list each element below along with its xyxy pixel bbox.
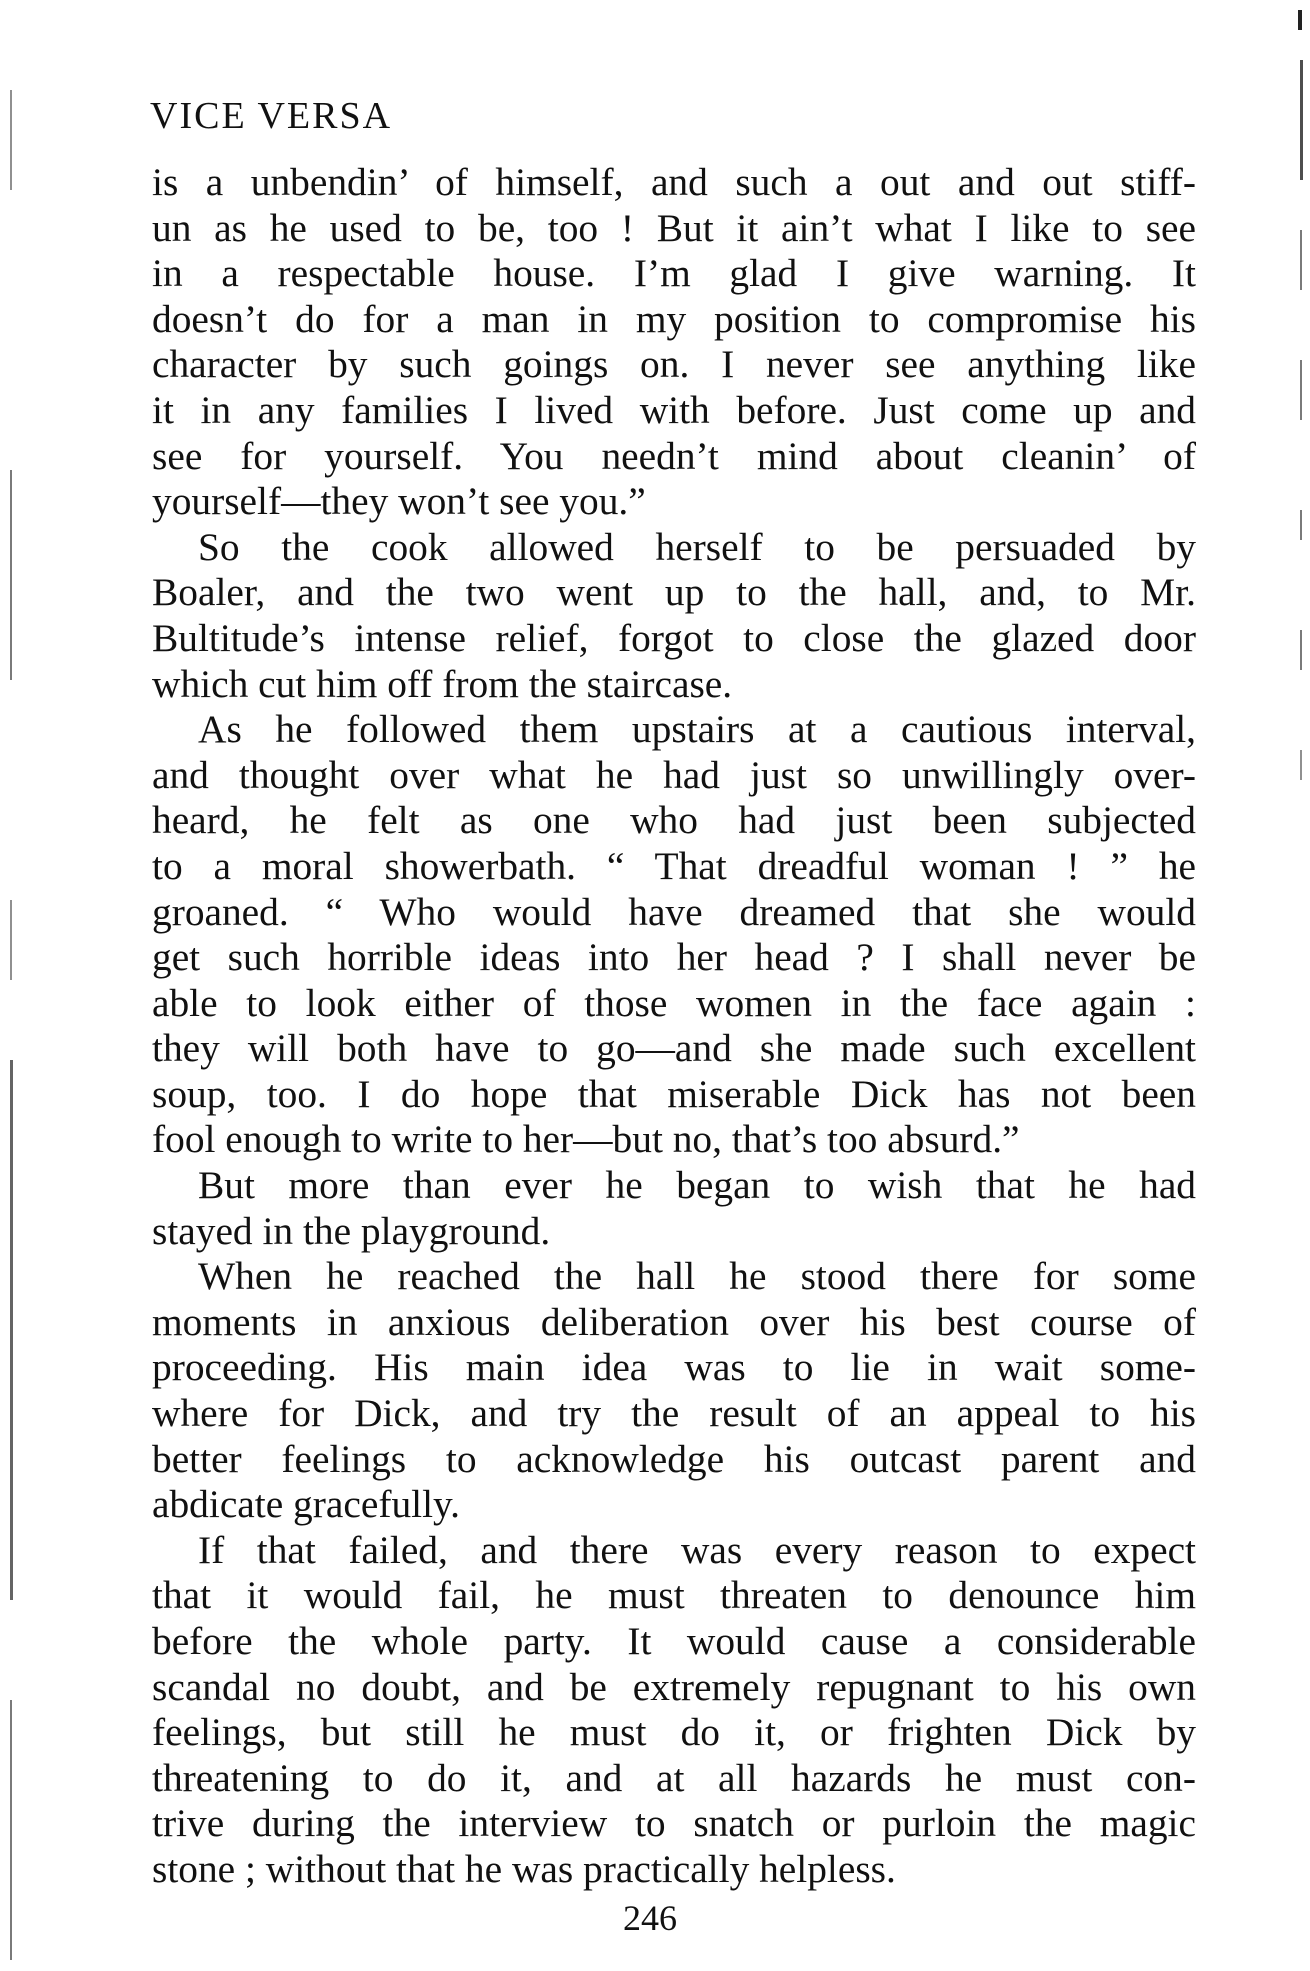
text-line: proceeding. His main idea was to lie in wait some- bbox=[152, 1345, 1196, 1390]
text-line: better feelings to acknowledge his outcast parent and bbox=[152, 1436, 1196, 1481]
text-line: soup, too. I do hope that miserable Dick has not been bbox=[152, 1071, 1196, 1116]
text-line: stayed in the playground. bbox=[152, 1208, 551, 1253]
text-line: and thought over what he had just so unwillingly over- bbox=[152, 752, 1196, 797]
text-line: they will both have to go—and she made such excellent bbox=[152, 1026, 1196, 1071]
running-head: VICE VERSA bbox=[150, 95, 393, 137]
text-line: Bultitude’s intense relief, forgot to close the glazed door bbox=[152, 615, 1196, 660]
text-line: But more than ever he began to wish that he had bbox=[198, 1163, 1196, 1208]
text-line: before the whole party. It would cause a considerable bbox=[152, 1619, 1196, 1663]
text-line: feelings, but still he must do it, or frighten Dick by bbox=[152, 1710, 1196, 1755]
left-edge-mark bbox=[10, 900, 12, 980]
left-edge-mark bbox=[10, 90, 12, 190]
text-line: scandal no doubt, and be extremely repugnant to his own bbox=[152, 1664, 1196, 1709]
text-line: to a moral showerbath. “ That dreadful woman ! ” he bbox=[152, 843, 1196, 888]
text-line: which cut him off from the staircase. bbox=[152, 661, 733, 706]
right-edge-mark bbox=[1300, 60, 1303, 180]
text-line: yourself—they won’t see you.” bbox=[152, 479, 646, 524]
text-line: it in any families I lived with before. Just come up and bbox=[152, 387, 1196, 432]
text-line: character by such goings on. I never see anything like bbox=[152, 342, 1196, 387]
right-edge-mark bbox=[1300, 630, 1302, 670]
right-edge-mark bbox=[1300, 230, 1302, 290]
text-line: heard, he felt as one who had just been subjected bbox=[152, 798, 1196, 843]
text-line: fool enough to write to her—but no, that’s too absurd.” bbox=[152, 1117, 1020, 1162]
text-line: moments in anxious deliberation over his best course of bbox=[152, 1299, 1196, 1344]
text-line: abdicate gracefully. bbox=[152, 1482, 461, 1527]
text-line: trive during the interview to snatch or purloin the magic bbox=[152, 1801, 1196, 1846]
text-line: un as he used to be, too ! But it ain’t what I like to see bbox=[152, 205, 1196, 250]
text-line: see for yourself. You needn’t mind about cleanin’ of bbox=[152, 433, 1196, 478]
text-line: So the cook allowed herself to be persuaded by bbox=[198, 524, 1196, 569]
text-line: If that failed, and there was every reason to expect bbox=[198, 1527, 1196, 1572]
text-line: doesn’t do for a man in my position to compromise his bbox=[152, 296, 1196, 341]
body-text bbox=[152, 160, 1196, 1893]
text-line: groaned. “ Who would have dreamed that she would bbox=[152, 889, 1196, 934]
page-number bbox=[0, 1896, 1310, 1940]
text-line: threatening to do it, and at all hazards he must con- bbox=[152, 1755, 1196, 1800]
left-edge-mark bbox=[10, 1060, 13, 1600]
right-edge-mark bbox=[1300, 510, 1302, 540]
right-edge-mark bbox=[1300, 750, 1302, 780]
page-number-text: 246 bbox=[623, 1898, 677, 1938]
text-line: where for Dick, and try the result of an appeal to his bbox=[152, 1391, 1196, 1436]
text-line: in a respectable house. I’m glad I give warning. It bbox=[152, 251, 1196, 296]
text-line: When he reached the hall he stood there for some bbox=[198, 1254, 1196, 1299]
text-line: Boaler, and the two went up to the hall, and, to Mr. bbox=[152, 570, 1196, 615]
text-line: stone ; without that he was practically helpless. bbox=[152, 1846, 896, 1891]
right-edge-mark bbox=[1300, 360, 1302, 420]
text-line: that it would fail, he must threaten to denounce him bbox=[152, 1573, 1196, 1618]
text-line: able to look either of those women in the face again : bbox=[152, 980, 1196, 1025]
text-line: As he followed them upstairs at a cautious interval, bbox=[198, 707, 1196, 752]
right-edge-mark bbox=[1298, 10, 1302, 30]
text-line: is a unbendin’ of himself, and such a out and out stiff- bbox=[152, 160, 1196, 204]
text-line: get such horrible ideas into her head ? I shall never be bbox=[152, 935, 1196, 980]
left-edge-mark bbox=[10, 470, 12, 680]
